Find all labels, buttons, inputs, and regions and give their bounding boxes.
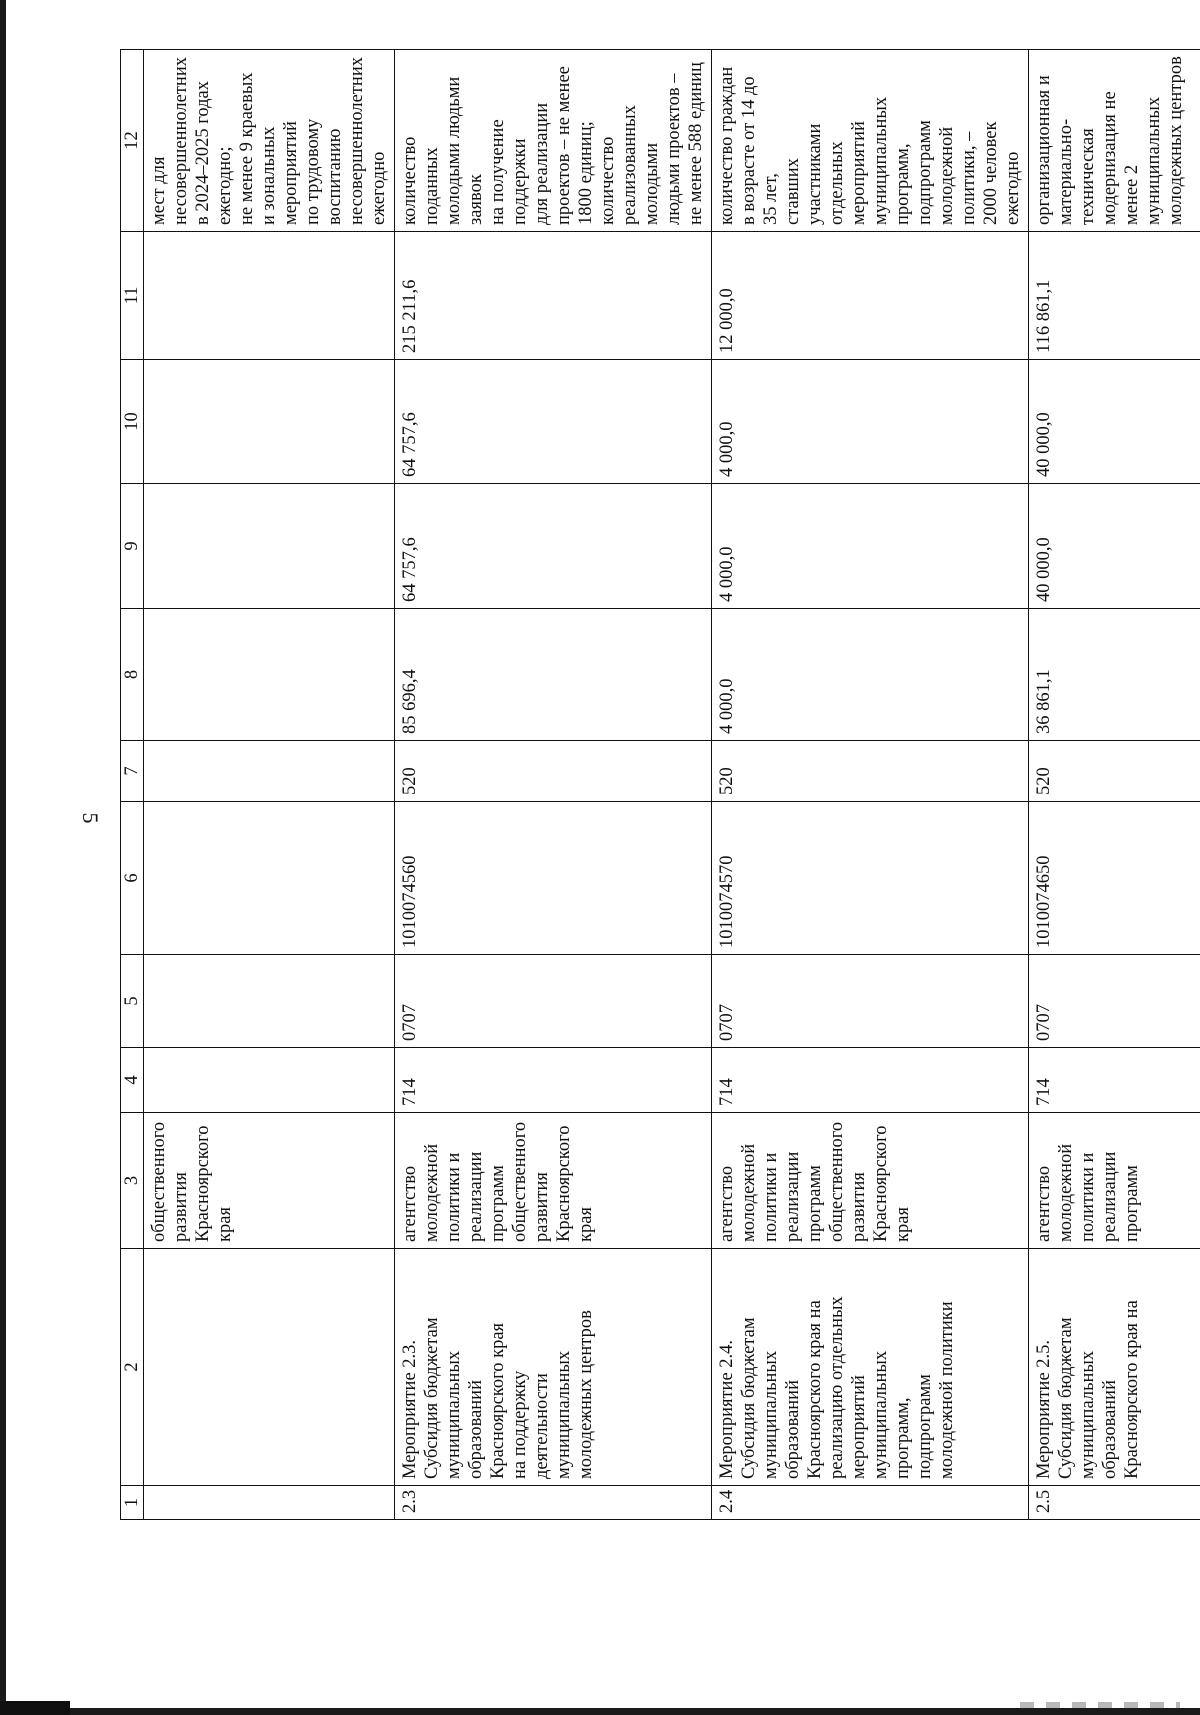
cell-executor: агентство молодежной политики и реализации программ общественного развития Красноярского края — [712, 1113, 1029, 1249]
column-number: 3 — [121, 1113, 144, 1249]
cell-2026: 4 000,0 — [712, 360, 1029, 484]
cell-2024: 85 696,4 — [395, 609, 712, 741]
cell-rzpr: 0707 — [1029, 955, 1200, 1048]
column-number: 6 — [121, 802, 144, 955]
cell-rzpr: 0707 — [395, 955, 712, 1048]
column-number: 1 — [121, 1486, 144, 1520]
cell-csr: 1010074570 — [712, 802, 1029, 955]
cell-num — [144, 1486, 395, 1520]
cell-vr: 520 — [1029, 741, 1200, 802]
cell-measure — [144, 1249, 395, 1486]
rotated-table-container — [120, 50, 1200, 1520]
cell-measure: Мероприятие 2.4. Субсидия бюджетам муниципальных образований Красноярского края на реализацию отдельных мероприятий муниципальных программ, подпрограмм молодежной политики — [712, 1249, 1029, 1486]
table-row-2-4 — [712, 50, 1029, 1520]
page-number: 5 — [78, 812, 103, 824]
table-row-continuation — [144, 50, 395, 1520]
cell-grbs: 714 — [712, 1048, 1029, 1113]
cell-num: 2.3 — [395, 1486, 712, 1520]
cell-csr: 1010074650 — [1029, 802, 1200, 955]
column-number: 10 — [121, 360, 144, 484]
cell-result: организационная и материально-техническая модернизация не менее 2 муниципальных молодежных центров — [1029, 50, 1200, 232]
cell-2026 — [144, 360, 395, 484]
cell-vr: 520 — [712, 741, 1029, 802]
scan-artifact-dots — [1020, 1702, 1180, 1708]
cell-2025: 64 757,6 — [395, 484, 712, 609]
cell-2025: 40 000,0 — [1029, 484, 1200, 609]
cell-executor: агентство молодежной политики и реализации программ — [1029, 1113, 1200, 1249]
table-row-2-3 — [395, 50, 712, 1520]
scan-edge-bottom — [0, 1708, 1200, 1715]
column-number: 4 — [121, 1048, 144, 1113]
cell-total: 116 861,1 — [1029, 232, 1200, 360]
cell-result: количество поданных молодыми людьми заявок на получение поддержки для реализации проектов – не менее 1800 единиц; количество реализованных молодыми людьми проектов – не менее 588 единиц — [395, 50, 712, 232]
cell-total: 215 211,6 — [395, 232, 712, 360]
cell-rzpr — [144, 955, 395, 1048]
cell-csr — [144, 802, 395, 955]
column-number: 7 — [121, 741, 144, 802]
cell-result: количество граждан в возрасте от 14 до 35 лет, ставших участниками отдельных мероприятий муниципальных программ, подпрограмм молодежной политики, – 2000 человек ежегодно — [712, 50, 1029, 232]
cell-executor: агентство молодежной политики и реализации программ общественного развития Красноярского края — [395, 1113, 712, 1249]
cell-csr: 1010074560 — [395, 802, 712, 955]
cell-grbs: 714 — [1029, 1048, 1200, 1113]
cell-executor: общественного развития Красноярского края — [144, 1113, 395, 1249]
cell-2024 — [144, 609, 395, 741]
cell-vr — [144, 741, 395, 802]
column-number: 11 — [121, 232, 144, 360]
cell-2025: 4 000,0 — [712, 484, 1029, 609]
cell-total — [144, 232, 395, 360]
column-number-header-row — [121, 50, 144, 1520]
cell-2026: 40 000,0 — [1029, 360, 1200, 484]
cell-measure: Мероприятие 2.5. Субсидия бюджетам муниципальных образований Красноярского края на — [1029, 1249, 1200, 1486]
column-number: 2 — [121, 1249, 144, 1486]
cell-total: 12 000,0 — [712, 232, 1029, 360]
cell-2026: 64 757,6 — [395, 360, 712, 484]
table-row-2-5 — [1029, 50, 1200, 1520]
column-number: 5 — [121, 955, 144, 1048]
cell-grbs — [144, 1048, 395, 1113]
column-number: 9 — [121, 484, 144, 609]
cell-num: 2.4 — [712, 1486, 1029, 1520]
budget-measures-table — [120, 49, 1200, 1520]
cell-2024: 36 861,1 — [1029, 609, 1200, 741]
cell-2025 — [144, 484, 395, 609]
cell-rzpr: 0707 — [712, 955, 1029, 1048]
cell-result: мест для несовершеннолетних в 2024–2025 годах ежегодно; не менее 9 краевых и зональных мероприятий по трудовому воспитанию несовершеннолетних ежегодно — [144, 50, 395, 232]
scan-edge-left — [0, 0, 6, 1715]
cell-vr: 520 — [395, 741, 712, 802]
cell-grbs: 714 — [395, 1048, 712, 1113]
column-number: 8 — [121, 609, 144, 741]
cell-measure: Мероприятие 2.3. Субсидия бюджетам муниципальных образований Красноярского края на поддержку деятельности муниципальных молодежных центров — [395, 1249, 712, 1486]
cell-num: 2.5 — [1029, 1486, 1200, 1520]
column-number: 12 — [121, 50, 144, 232]
scan-edge-bottom-left — [0, 1701, 70, 1715]
cell-2024: 4 000,0 — [712, 609, 1029, 741]
